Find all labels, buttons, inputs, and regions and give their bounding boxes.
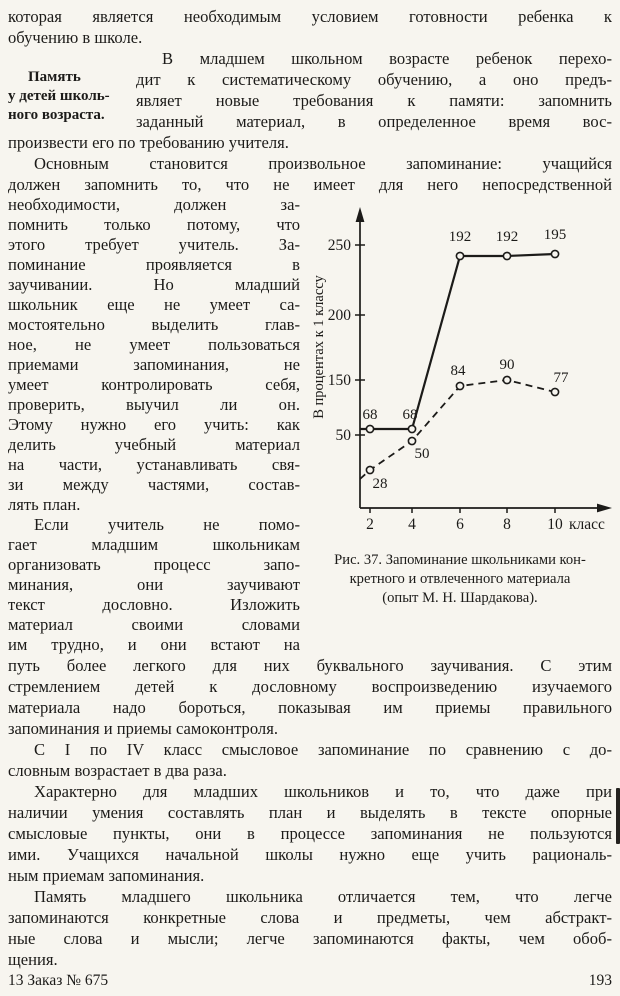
text-line: школьник еще не умеет са-: [8, 295, 300, 314]
text-line: Этому нужно его учить: как: [8, 415, 300, 434]
text-line: Рис. 37. Запоминание школьниками кон-: [334, 552, 586, 568]
x-tick-label: 6: [456, 516, 464, 533]
text-line: организовать процесс запо-: [8, 555, 300, 574]
text-line: Память: [28, 69, 81, 85]
data-point-marker: [366, 425, 373, 432]
text-line: Характерно для младших школьников и то, что даже при: [34, 782, 612, 801]
y-axis-title: В процентах к 1 классу: [311, 275, 327, 419]
data-point-label: 90: [499, 357, 515, 373]
y-tick-label: 200: [327, 307, 351, 324]
text-line: помнить только потому, что: [8, 215, 300, 234]
print-order-note: 13 Заказ № 675: [8, 972, 109, 989]
text-line: стремлением детей к дословному воспроизведению изучаемого: [8, 677, 612, 696]
data-point-marker: [551, 250, 558, 257]
text-line: Если учитель не помо-: [34, 515, 300, 534]
figure-chart: [308, 195, 614, 543]
text-line: (опыт М. Н. Шардакова).: [382, 590, 538, 606]
paragraph-teacher-help-narrow: [8, 515, 300, 655]
text-line: у детей школь-: [8, 88, 110, 104]
text-line: материал своими словами: [8, 615, 300, 634]
text-line: которая является необходимым условием готовности ребенка к: [8, 7, 612, 26]
text-line: смысловые пункты, они в процессе запоминания не пользуются: [8, 824, 612, 843]
text-line: ное, не умеет пользоваться: [8, 335, 300, 354]
text-line: минания, они заучивают: [8, 575, 300, 594]
paragraph-voluntary-memory: [8, 153, 612, 195]
data-point-label: 195: [543, 227, 567, 243]
y-axis-arrow: [356, 207, 365, 222]
left-text-column: [8, 195, 300, 655]
data-point-label: 192: [448, 229, 472, 245]
paragraph-with-margin-note: [8, 48, 612, 132]
y-tick-label: 150: [327, 372, 351, 389]
paragraph-voluntary-memory-narrow: [8, 195, 300, 515]
data-point-label: 68: [362, 407, 378, 423]
page-footer: [8, 972, 612, 990]
paragraph-teacher-help-continuation: [8, 655, 612, 739]
paragraph-plan-usage: [8, 781, 612, 886]
text-line: проверить, выучил ли он.: [8, 395, 300, 414]
text-line: ные слова и мысли; легче запоминаются факты, чем обоб-: [8, 929, 612, 948]
data-point-marker: [503, 376, 510, 383]
text-line: гает младшим школьникам: [8, 535, 300, 554]
text-line: зи между частями, состав-: [8, 475, 300, 494]
data-point-label: 192: [495, 229, 519, 245]
text-line: мостоятельно выделить глав-: [8, 315, 300, 334]
text-line: ного возраста.: [8, 107, 105, 123]
text-line: запоминания и приемы самоконтроля.: [8, 719, 278, 738]
x-axis-arrow: [597, 504, 612, 513]
x-tick-label: 10: [547, 516, 563, 533]
text-line: дит к систематическому обучению, а оно предъ-: [136, 70, 612, 89]
scan-artifact: [616, 788, 620, 844]
text-line: являет новые требования к памяти: запомнить: [136, 91, 612, 110]
text-line: умеет контролировать себя,: [8, 375, 300, 394]
text-line: делить учебный материал: [8, 435, 300, 454]
text-line: приемами запоминания, не: [8, 355, 300, 374]
text-line: необходимости, должен за-: [8, 195, 300, 214]
text-line: лять план.: [8, 495, 81, 514]
x-axis-unit-label: класс: [569, 516, 605, 533]
data-point-marker: [503, 252, 510, 259]
text-line: этого требует учитель. За-: [8, 235, 300, 254]
text-line: поминание проявляется в: [8, 255, 300, 274]
data-point-marker: [408, 425, 415, 432]
data-point-marker: [551, 388, 558, 395]
text-line: Память младшего школьника отличается тем, что легче: [34, 887, 612, 906]
paragraph-intro: [8, 6, 612, 48]
y-tick-label: 50: [335, 427, 351, 444]
figure: [308, 195, 612, 655]
paragraph-school-age-continuation: произвести его по требованию учителя.: [8, 133, 289, 152]
x-tick-label: 4: [408, 516, 416, 533]
paragraph-school-age: [136, 48, 612, 132]
x-tick-label: 8: [503, 516, 511, 533]
series-solid-line: [360, 254, 555, 429]
data-point-marker: [366, 466, 373, 473]
two-column-section: [8, 195, 612, 655]
text-line: С I по IV класс смысловое запоминание по сравнению с до-: [34, 740, 612, 759]
text-line: на части, устанавливать свя-: [8, 455, 300, 474]
text-line: им трудно, и они встают на: [8, 635, 300, 654]
data-point-label: 68: [402, 407, 418, 423]
text-line: путь более легкого для них буквального заучивания. С этим: [8, 656, 612, 675]
text-line: должен запомнить то, что не имеет для него непосредственной: [8, 175, 612, 194]
x-tick-label: 2: [366, 516, 374, 533]
text-line: заучивании. Но младший: [8, 275, 300, 294]
margin-note: [8, 48, 136, 132]
y-tick-label: 250: [327, 237, 351, 254]
data-point-label: 77: [553, 370, 569, 386]
text-line: В младшем школьном возрасте ребенок перехо-: [162, 49, 612, 68]
text-line: текст дословно. Изложить: [8, 595, 300, 614]
text-line: материала надо бороться, показывая им приемы правильного: [8, 698, 612, 717]
text-line: заданный материал, в определенное время вос-: [136, 112, 612, 131]
paragraph-concrete-words: [8, 886, 612, 970]
text-line: щения.: [8, 950, 58, 969]
data-point-label: 28: [372, 476, 388, 492]
text-line: словным возрастает в два раза.: [8, 761, 227, 780]
text-line: наличии умения составлять план и выделять в тексте опорные: [8, 803, 612, 822]
text-line: ным приемам запоминания.: [8, 866, 205, 885]
data-point-marker: [456, 382, 463, 389]
figure-caption: [308, 551, 612, 608]
data-point-marker: [408, 437, 415, 444]
text-line: запоминаются конкретные слова и предметы, чем абстракт-: [8, 908, 612, 927]
data-point-label: 50: [414, 446, 430, 462]
text-line: кретного и отвлеченного материала: [349, 571, 571, 587]
data-point-marker: [456, 252, 463, 259]
data-point-label: 84: [450, 363, 466, 379]
paragraph-semantic-memorizing: [8, 739, 612, 781]
page-number: 193: [588, 972, 612, 989]
text-line: Основным становится произвольное запоминание: учащийся: [34, 154, 612, 173]
text-line: ими. Учащихся начальной школы нужно еще учить рациональ-: [8, 845, 612, 864]
text-line: обучению в школе.: [8, 28, 143, 47]
